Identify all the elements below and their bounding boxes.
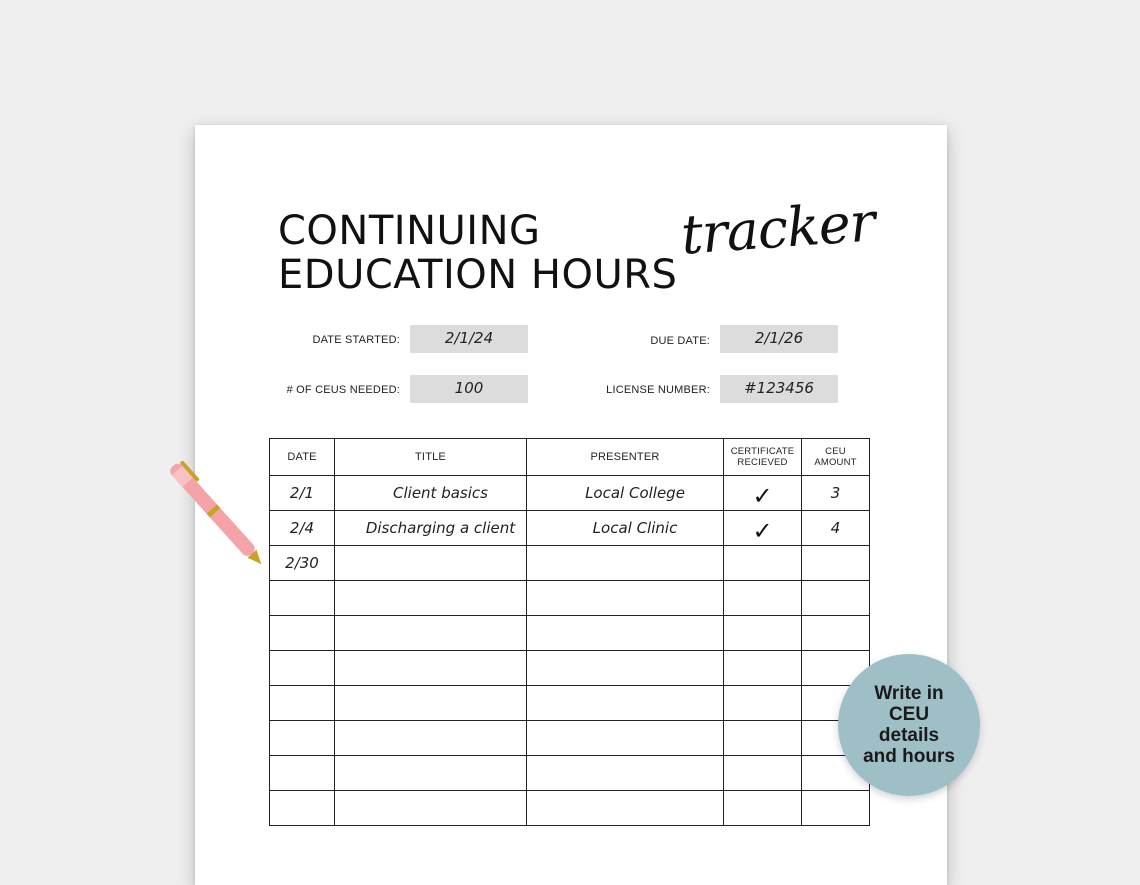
title-line-1: CONTINUING [278,208,541,254]
date-cell[interactable]: 2/30 [270,546,335,581]
presenter-cell[interactable]: Local Clinic [527,511,724,546]
ceu-amount-cell[interactable]: 3 [802,476,870,511]
certificate-cell[interactable] [724,791,802,826]
table-header-row [270,439,870,476]
table-row [270,791,870,826]
ceu-amount-cell[interactable] [802,616,870,651]
date-cell[interactable] [270,651,335,686]
date-cell[interactable]: 2/4 [270,511,335,546]
ceu-amount-cell[interactable] [802,791,870,826]
presenter-cell[interactable] [527,721,724,756]
table-row [270,686,870,721]
title-cell[interactable] [335,686,527,721]
script-word-tracker: tracker [679,190,877,267]
presenter-cell[interactable] [527,756,724,791]
title-cell[interactable] [335,651,527,686]
ceu-header-line-1: CEU [825,446,846,457]
presenter-cell[interactable] [527,791,724,826]
certificate-cell[interactable] [724,651,802,686]
certificate-column-header [724,439,802,476]
date-cell[interactable]: 2/1 [270,476,335,511]
title-cell[interactable] [335,546,527,581]
certificate-cell[interactable] [724,721,802,756]
title-cell[interactable]: Discharging a client [335,511,527,546]
certificate-header-line-1: CERTIFICATE [730,446,795,457]
presenter-cell[interactable] [527,546,724,581]
license-number-label: LICENSE NUMBER: [606,384,710,396]
badge-line-1: Write in [874,683,944,704]
certificate-cell[interactable] [724,581,802,616]
title-cell[interactable] [335,756,527,791]
certificate-cell[interactable] [724,546,802,581]
title-cell[interactable] [335,791,527,826]
table-row [270,651,870,686]
badge-line-2: CEU [888,704,930,725]
certificate-cell[interactable] [724,756,802,791]
date-cell[interactable] [270,581,335,616]
badge-line-3: details [878,725,940,746]
ceu-amount-cell[interactable] [802,581,870,616]
certificate-cell[interactable] [724,476,802,511]
title-cell[interactable] [335,581,527,616]
table-row [270,476,870,511]
table-row [270,546,870,581]
table-row [270,616,870,651]
presenter-cell[interactable] [527,616,724,651]
date-started-label: DATE STARTED: [312,334,400,346]
due-date-label: DUE DATE: [650,335,710,347]
certificate-cell[interactable] [724,511,802,546]
presenter-cell[interactable] [527,686,724,721]
date-column-header: DATE [270,439,335,476]
date-cell[interactable] [270,791,335,826]
table-row [270,511,870,546]
presenter-cell[interactable]: Local College [527,476,724,511]
title-column-header: TITLE [335,439,527,476]
presenter-cell[interactable] [527,651,724,686]
table-row [270,721,870,756]
badge-text [854,683,964,767]
certificate-cell[interactable] [724,686,802,721]
presenter-cell[interactable] [527,581,724,616]
certificate-cell[interactable] [724,616,802,651]
ceus-needed-field[interactable]: 100 [410,375,528,403]
certificate-header-line-2: RECIEVED [737,457,788,468]
ceu-amount-column-header [802,439,870,476]
ceus-needed-label: # OF CEUS NEEDED: [286,384,400,396]
checkmark-icon: ✓ [752,517,773,545]
date-cell[interactable] [270,721,335,756]
table-row [270,581,870,616]
table-row [270,756,870,791]
badge-line-4: and hours [863,746,955,767]
title-cell[interactable] [335,616,527,651]
page-title [278,209,677,297]
license-number-field[interactable]: #123456 [720,375,838,403]
date-cell[interactable] [270,616,335,651]
ceu-amount-cell[interactable]: 4 [802,511,870,546]
checkmark-icon: ✓ [752,482,773,510]
date-cell[interactable] [270,686,335,721]
tracker-sheet [195,125,947,885]
ceu-header-line-2: AMOUNT [814,457,857,468]
ceu-log-table [269,438,870,826]
write-in-badge [838,654,980,796]
title-cell[interactable]: Client basics [335,476,527,511]
date-started-field[interactable]: 2/1/24 [410,325,528,353]
ceu-amount-cell[interactable] [802,546,870,581]
title-line-2: EDUCATION HOURS [278,252,678,298]
presenter-column-header: PRESENTER [527,439,724,476]
due-date-field[interactable]: 2/1/26 [720,325,838,353]
pink-pen-icon [165,458,280,578]
date-cell[interactable] [270,756,335,791]
title-cell[interactable] [335,721,527,756]
